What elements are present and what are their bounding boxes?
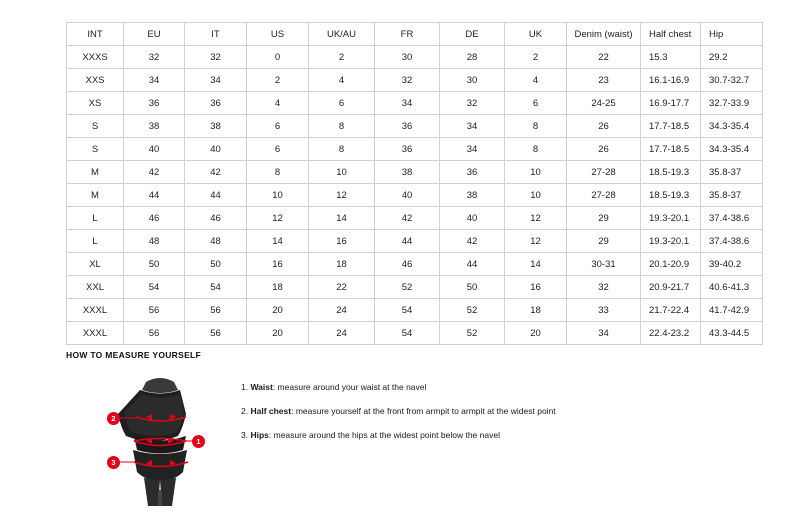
- cell-hip: 34.3-35.4: [701, 138, 763, 161]
- cell-it: 48: [185, 230, 247, 253]
- instruction-number-1: 1.: [241, 382, 249, 392]
- column-header-uk-au: UK/AU: [309, 23, 375, 46]
- cell-denim-waist: 29: [567, 230, 641, 253]
- cell-denim-waist: 27-28: [567, 161, 641, 184]
- cell-uk-au: 18: [309, 253, 375, 276]
- cell-hip: 37.4-38.6: [701, 230, 763, 253]
- cell-it: 42: [185, 161, 247, 184]
- cell-it: 56: [185, 322, 247, 345]
- cell-fr: 40: [375, 184, 440, 207]
- cell-half-chest: 18.5-19.3: [641, 184, 701, 207]
- cell-de: 40: [440, 207, 505, 230]
- instruction-text-hips: : measure around the hips at the widest point below the navel: [268, 430, 500, 441]
- cell-de: 38: [440, 184, 505, 207]
- mannequin-figure: [106, 374, 216, 509]
- cell-int: M: [67, 184, 124, 207]
- cell-de: 52: [440, 322, 505, 345]
- cell-it: 50: [185, 253, 247, 276]
- cell-de: 44: [440, 253, 505, 276]
- cell-us: 2: [247, 69, 309, 92]
- cell-it: 34: [185, 69, 247, 92]
- column-header-it: IT: [185, 23, 247, 46]
- table-row: [67, 230, 763, 253]
- size-chart-table: [66, 22, 763, 345]
- measure-badge-2: 2: [107, 412, 120, 425]
- cell-us: 10: [247, 184, 309, 207]
- cell-uk-au: 8: [309, 115, 375, 138]
- column-header-uk: UK: [505, 23, 567, 46]
- cell-fr: 46: [375, 253, 440, 276]
- cell-denim-waist: 34: [567, 322, 641, 345]
- cell-hip: 41.7-42.9: [701, 299, 763, 322]
- cell-it: 54: [185, 276, 247, 299]
- cell-de: 52: [440, 299, 505, 322]
- cell-half-chest: 19.3-20.1: [641, 230, 701, 253]
- cell-uk: 20: [505, 322, 567, 345]
- how-to-measure-body: [66, 370, 766, 509]
- cell-uk-au: 12: [309, 184, 375, 207]
- cell-eu: 36: [124, 92, 185, 115]
- cell-int: L: [67, 207, 124, 230]
- instruction-term-hips: Hips: [250, 430, 269, 441]
- cell-fr: 52: [375, 276, 440, 299]
- cell-eu: 46: [124, 207, 185, 230]
- cell-it: 32: [185, 46, 247, 69]
- instruction-waist: [241, 382, 556, 392]
- cell-half-chest: 15.3: [641, 46, 701, 69]
- cell-denim-waist: 32: [567, 276, 641, 299]
- cell-uk-au: 14: [309, 207, 375, 230]
- cell-uk: 4: [505, 69, 567, 92]
- cell-denim-waist: 24-25: [567, 92, 641, 115]
- cell-de: 32: [440, 92, 505, 115]
- cell-uk: 10: [505, 161, 567, 184]
- column-header-eu: EU: [124, 23, 185, 46]
- cell-eu: 40: [124, 138, 185, 161]
- cell-uk-au: 8: [309, 138, 375, 161]
- cell-int: XXXL: [67, 322, 124, 345]
- cell-int: S: [67, 115, 124, 138]
- cell-us: 20: [247, 299, 309, 322]
- table-row: [67, 299, 763, 322]
- instruction-hips: [241, 430, 556, 440]
- cell-hip: 35.8-37: [701, 161, 763, 184]
- cell-denim-waist: 30-31: [567, 253, 641, 276]
- how-to-measure-section: [66, 350, 766, 509]
- cell-hip: 35.8-37: [701, 184, 763, 207]
- table-row: [67, 276, 763, 299]
- cell-fr: 54: [375, 322, 440, 345]
- cell-hip: 39-40.2: [701, 253, 763, 276]
- cell-eu: 44: [124, 184, 185, 207]
- table-row: [67, 69, 763, 92]
- cell-us: 16: [247, 253, 309, 276]
- cell-uk-au: 6: [309, 92, 375, 115]
- cell-eu: 38: [124, 115, 185, 138]
- cell-fr: 32: [375, 69, 440, 92]
- cell-de: 50: [440, 276, 505, 299]
- cell-it: 36: [185, 92, 247, 115]
- size-chart-container: [66, 22, 750, 345]
- cell-int: XXS: [67, 69, 124, 92]
- cell-uk: 16: [505, 276, 567, 299]
- cell-us: 0: [247, 46, 309, 69]
- instruction-text-waist: : measure around your waist at the navel: [272, 382, 427, 392]
- cell-denim-waist: 27-28: [567, 184, 641, 207]
- cell-it: 44: [185, 184, 247, 207]
- table-row: [67, 46, 763, 69]
- column-header-int: INT: [67, 23, 124, 46]
- cell-us: 4: [247, 92, 309, 115]
- cell-denim-waist: 26: [567, 138, 641, 161]
- cell-fr: 36: [375, 138, 440, 161]
- instruction-text-half-chest: : measure yourself at the front from armpit to armpit at the widest point: [291, 406, 556, 417]
- cell-half-chest: 17.7-18.5: [641, 138, 701, 161]
- cell-int: XXXL: [67, 299, 124, 322]
- cell-de: 30: [440, 69, 505, 92]
- cell-denim-waist: 22: [567, 46, 641, 69]
- cell-us: 14: [247, 230, 309, 253]
- column-header-fr: FR: [375, 23, 440, 46]
- cell-uk: 8: [505, 138, 567, 161]
- cell-hip: 32.7-33.9: [701, 92, 763, 115]
- column-header-half-chest: Half chest: [641, 23, 701, 46]
- column-header-hip: Hip: [701, 23, 763, 46]
- column-header-us: US: [247, 23, 309, 46]
- table-row: [67, 138, 763, 161]
- cell-half-chest: 17.7-18.5: [641, 115, 701, 138]
- cell-uk: 12: [505, 207, 567, 230]
- cell-eu: 56: [124, 299, 185, 322]
- cell-us: 8: [247, 161, 309, 184]
- cell-int: M: [67, 161, 124, 184]
- cell-int: XXXS: [67, 46, 124, 69]
- cell-uk: 2: [505, 46, 567, 69]
- cell-fr: 38: [375, 161, 440, 184]
- cell-fr: 30: [375, 46, 440, 69]
- cell-it: 56: [185, 299, 247, 322]
- cell-uk-au: 22: [309, 276, 375, 299]
- cell-us: 6: [247, 115, 309, 138]
- cell-de: 34: [440, 115, 505, 138]
- size-chart-header: [67, 23, 763, 46]
- cell-eu: 54: [124, 276, 185, 299]
- cell-uk-au: 24: [309, 299, 375, 322]
- cell-de: 28: [440, 46, 505, 69]
- cell-us: 12: [247, 207, 309, 230]
- cell-fr: 44: [375, 230, 440, 253]
- cell-denim-waist: 29: [567, 207, 641, 230]
- instruction-half-chest: [241, 406, 556, 416]
- cell-half-chest: 18.5-19.3: [641, 161, 701, 184]
- cell-uk: 12: [505, 230, 567, 253]
- table-row: [67, 207, 763, 230]
- cell-eu: 34: [124, 69, 185, 92]
- cell-half-chest: 19.3-20.1: [641, 207, 701, 230]
- cell-uk-au: 16: [309, 230, 375, 253]
- column-header-denim-waist: Denim (waist): [567, 23, 641, 46]
- cell-fr: 54: [375, 299, 440, 322]
- cell-fr: 36: [375, 115, 440, 138]
- cell-us: 6: [247, 138, 309, 161]
- column-header-de: DE: [440, 23, 505, 46]
- cell-int: XS: [67, 92, 124, 115]
- cell-eu: 42: [124, 161, 185, 184]
- measure-badge-1: 1: [192, 435, 205, 448]
- cell-uk: 10: [505, 184, 567, 207]
- cell-eu: 32: [124, 46, 185, 69]
- cell-uk: 18: [505, 299, 567, 322]
- table-header-row: [67, 23, 763, 46]
- cell-us: 18: [247, 276, 309, 299]
- measure-instructions: [241, 382, 556, 455]
- cell-it: 46: [185, 207, 247, 230]
- cell-half-chest: 20.9-21.7: [641, 276, 701, 299]
- cell-half-chest: 16.1-16.9: [641, 69, 701, 92]
- cell-uk: 6: [505, 92, 567, 115]
- cell-uk: 14: [505, 253, 567, 276]
- cell-hip: 29.2: [701, 46, 763, 69]
- instruction-term-waist: Waist: [250, 382, 273, 392]
- cell-de: 36: [440, 161, 505, 184]
- cell-hip: 37.4-38.6: [701, 207, 763, 230]
- table-row: [67, 322, 763, 345]
- cell-int: S: [67, 138, 124, 161]
- cell-uk-au: 2: [309, 46, 375, 69]
- measure-badge-3: 3: [107, 456, 120, 469]
- cell-de: 42: [440, 230, 505, 253]
- size-chart-body: [67, 46, 763, 345]
- cell-eu: 48: [124, 230, 185, 253]
- table-row: [67, 253, 763, 276]
- instruction-term-half-chest: Half chest: [250, 406, 292, 417]
- cell-denim-waist: 23: [567, 69, 641, 92]
- cell-it: 40: [185, 138, 247, 161]
- cell-uk-au: 10: [309, 161, 375, 184]
- table-row: [67, 184, 763, 207]
- cell-half-chest: 22.4-23.2: [641, 322, 701, 345]
- cell-hip: 30.7-32.7: [701, 69, 763, 92]
- cell-fr: 42: [375, 207, 440, 230]
- table-row: [67, 115, 763, 138]
- cell-hip: 40.6-41.3: [701, 276, 763, 299]
- cell-denim-waist: 26: [567, 115, 641, 138]
- cell-hip: 34.3-35.4: [701, 115, 763, 138]
- table-row: [67, 92, 763, 115]
- cell-uk-au: 4: [309, 69, 375, 92]
- cell-uk: 8: [505, 115, 567, 138]
- cell-uk-au: 24: [309, 322, 375, 345]
- cell-hip: 43.3-44.5: [701, 322, 763, 345]
- cell-eu: 56: [124, 322, 185, 345]
- cell-int: XL: [67, 253, 124, 276]
- instruction-number-2: 2.: [241, 406, 249, 417]
- cell-int: L: [67, 230, 124, 253]
- cell-int: XXL: [67, 276, 124, 299]
- cell-half-chest: 16.9-17.7: [641, 92, 701, 115]
- cell-eu: 50: [124, 253, 185, 276]
- cell-denim-waist: 33: [567, 299, 641, 322]
- cell-fr: 34: [375, 92, 440, 115]
- cell-half-chest: 20.1-20.9: [641, 253, 701, 276]
- cell-us: 20: [247, 322, 309, 345]
- cell-it: 38: [185, 115, 247, 138]
- cell-half-chest: 21.7-22.4: [641, 299, 701, 322]
- how-to-measure-title: HOW TO MEASURE YOURSELF: [66, 350, 202, 360]
- instruction-number-3: 3.: [241, 430, 249, 441]
- cell-de: 34: [440, 138, 505, 161]
- table-row: [67, 161, 763, 184]
